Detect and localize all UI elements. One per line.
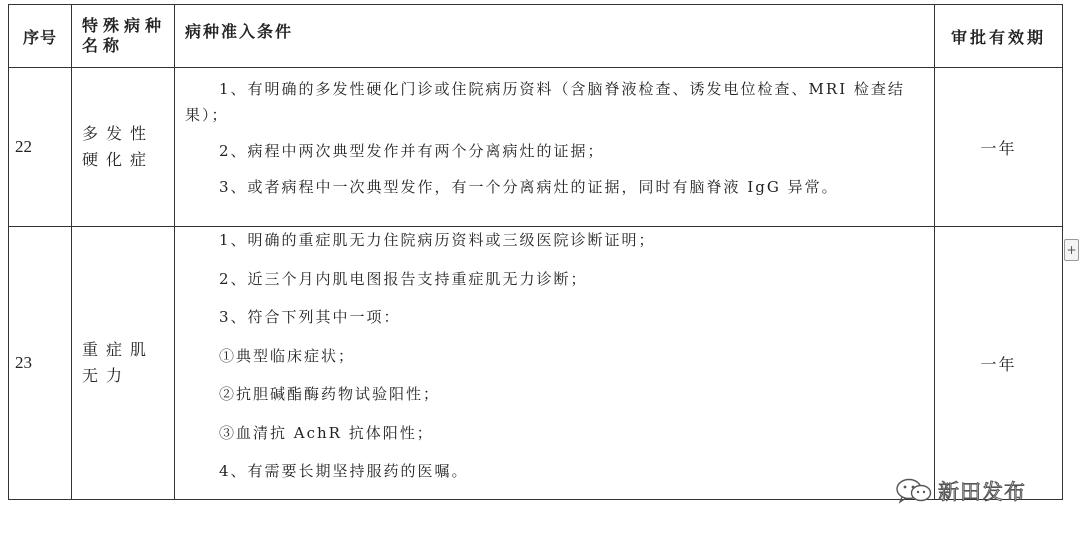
row-validity: 一年 <box>935 227 1063 500</box>
row-validity: 一年 <box>935 68 1063 227</box>
table-row <box>9 68 1063 227</box>
condition-item: 4、有需要长期坚持服药的医嘱。 <box>219 462 469 480</box>
disease-criteria-table <box>8 4 1063 500</box>
plus-icon[interactable]: + <box>1064 239 1079 261</box>
condition-item: 3、符合下列其中一项： <box>219 308 401 326</box>
row-conditions <box>175 227 935 500</box>
wechat-icon <box>894 477 934 505</box>
condition-subitem: ②抗胆碱酯酶药物试验阳性； <box>219 385 441 403</box>
row-disease-name: 多发性硬化症 <box>72 68 175 227</box>
watermark-text: 新田发布 <box>938 480 1026 504</box>
header-conditions: 病种准入条件 <box>175 5 935 68</box>
condition-item: 3、或者病程中一次典型发作，有一个分离病灶的证据，同时有脑脊液 IgG 异常。 <box>219 178 839 196</box>
row-number: 22 <box>9 68 72 227</box>
header-validity: 审批有效期 <box>935 5 1063 68</box>
condition-item: 1、有明确的多发性硬化门诊或住院病历资料（含脑脊液检查、诱发电位检查、MRI 检查结果）； <box>185 80 905 124</box>
row-conditions <box>175 68 935 227</box>
condition-subitem: ①典型临床症状； <box>219 346 356 365</box>
condition-subitem: ③血清抗 AchR 抗体阳性； <box>219 423 434 442</box>
table-row <box>9 227 1063 500</box>
condition-item: 2、病程中两次典型发作并有两个分离病灶的证据； <box>219 142 605 160</box>
row-disease-name: 重症肌无力 <box>72 227 175 500</box>
row-number: 23 <box>9 227 72 500</box>
condition-item: 1、明确的重症肌无力住院病历资料或三级医院诊断证明； <box>219 231 656 249</box>
watermark <box>894 478 1026 504</box>
header-disease-name: 特殊病种名称 <box>72 5 175 68</box>
table-header-row <box>9 5 1063 68</box>
condition-item: 2、近三个月内肌电图报告支持重症肌无力诊断； <box>219 269 588 288</box>
header-number: 序号 <box>9 5 72 68</box>
